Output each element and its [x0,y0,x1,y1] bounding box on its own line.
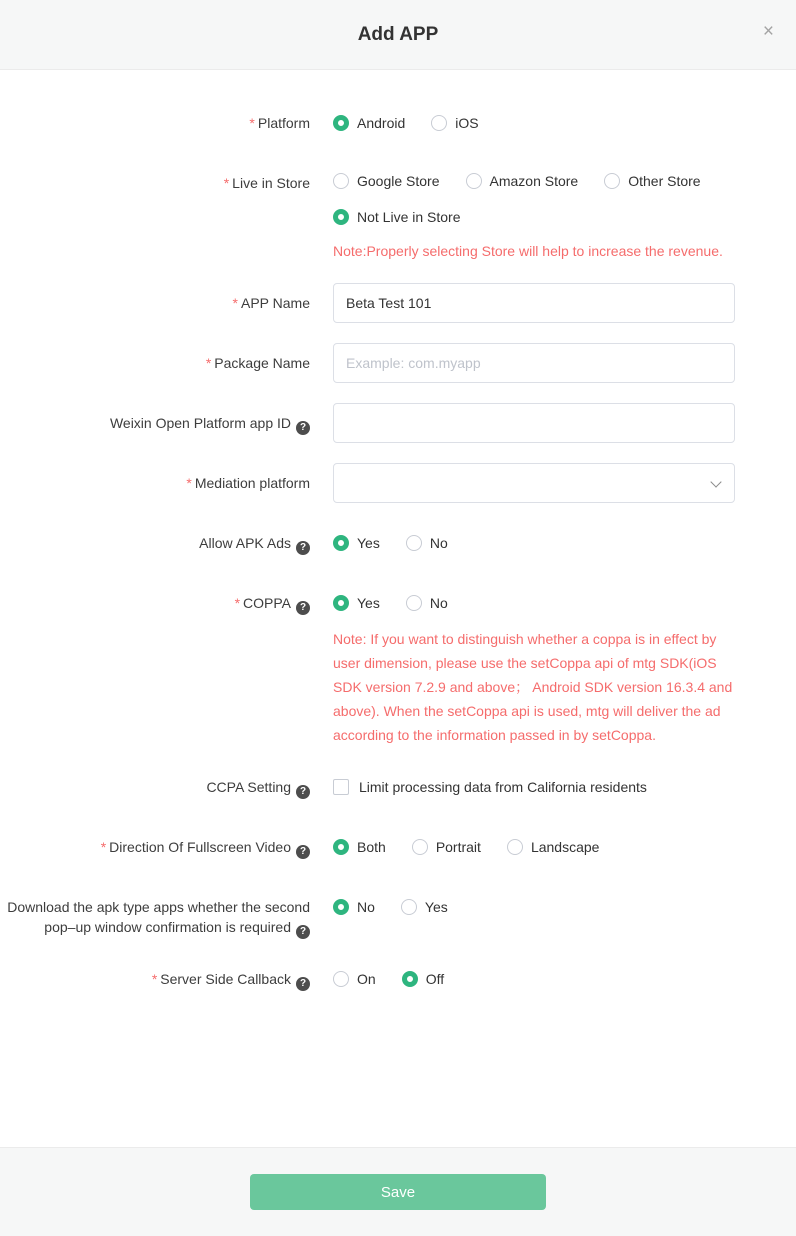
help-icon[interactable]: ? [296,785,310,799]
add-app-form [0,70,796,1147]
mediation-select[interactable] [333,463,735,503]
allow-apk-yes-radio[interactable]: Yes [333,535,380,551]
ccpa-label: CCPA Setting ? [0,767,333,799]
ccpa-row [0,767,796,807]
required-asterisk: * [223,175,230,191]
radio-unchecked-icon[interactable] [431,115,447,131]
radio-checked-icon[interactable] [333,899,349,915]
package-name-input[interactable] [333,343,735,383]
help-icon[interactable]: ? [296,541,310,555]
live-in-store-label: * Live in Store [223,175,310,191]
chevron-down-icon [710,476,721,487]
required-asterisk: * [249,115,255,131]
coppa-yes-radio[interactable]: Yes [333,595,380,611]
server-callback-label: * Server Side Callback ? [0,959,333,991]
modal-header [0,0,796,70]
app-name-row [0,283,796,323]
download-confirm-label: Download the apk type apps whether the second pop–up window confirmation is required ? [7,899,310,937]
radio-checked-icon[interactable] [333,535,349,551]
direction-label: * Direction Of Fullscreen Video ? [0,827,333,859]
help-icon[interactable]: ? [296,845,310,859]
radio-checked-icon[interactable] [333,209,349,225]
radio-unchecked-icon[interactable] [333,971,349,987]
radio-unchecked-icon[interactable] [406,535,422,551]
mediation-label: * Mediation platform [186,475,310,491]
weixin-app-id-input[interactable] [333,403,735,443]
download-confirm-no-radio[interactable]: No [333,899,375,915]
required-asterisk: * [232,295,238,311]
package-name-row [0,343,796,383]
platform-row [0,103,796,143]
help-icon[interactable]: ? [296,977,310,991]
required-asterisk: * [186,475,192,491]
radio-unchecked-icon[interactable] [507,839,523,855]
direction-portrait-radio[interactable]: Portrait [412,839,481,855]
allow-apk-no-radio[interactable]: No [406,535,448,551]
store-note: Note:Properly selecting Store will help to increase the revenue. [333,243,723,259]
radio-checked-icon[interactable] [333,839,349,855]
required-asterisk: * [151,971,158,987]
radio-unchecked-icon[interactable] [466,173,482,189]
store-amazon-radio[interactable]: Amazon Store [466,173,579,189]
radio-unchecked-icon[interactable] [604,173,620,189]
store-not-live-radio[interactable]: Not Live in Store [333,209,461,225]
modal-title: Add APP [357,23,439,45]
package-name-label: * Package Name [205,355,310,371]
weixin-app-id-label: Weixin Open Platform app ID ? [0,403,333,435]
allow-apk-ads-row [0,523,796,563]
store-other-radio[interactable]: Other Store [604,173,700,189]
radio-unchecked-icon[interactable] [412,839,428,855]
direction-row [0,827,796,867]
required-asterisk: * [205,355,212,371]
help-icon[interactable]: ? [296,925,310,939]
modal-footer [0,1147,796,1236]
radio-unchecked-icon[interactable] [406,595,422,611]
direction-both-radio[interactable]: Both [333,839,386,855]
store-google-radio[interactable]: Google Store [333,173,440,189]
ccpa-checkbox[interactable]: Limit processing data from California residents [333,767,647,807]
radio-unchecked-icon[interactable] [401,899,417,915]
download-confirm-yes-radio[interactable]: Yes [401,899,448,915]
download-confirm-row [0,887,796,939]
save-button[interactable]: Save [250,1174,546,1210]
coppa-label: * COPPA ? [0,583,333,615]
close-icon[interactable]: × [762,21,774,42]
server-callback-row [0,959,796,999]
required-asterisk: * [234,595,241,611]
radio-unchecked-icon[interactable] [333,173,349,189]
platform-ios-radio[interactable]: iOS [431,115,478,131]
mediation-row [0,463,796,503]
coppa-no-radio[interactable]: No [406,595,448,611]
required-asterisk: * [100,839,107,855]
platform-android-radio[interactable]: Android [333,115,405,131]
weixin-app-id-row [0,403,796,443]
allow-apk-ads-label: Allow APK Ads ? [0,523,333,555]
server-callback-off-radio[interactable]: Off [402,971,444,987]
live-in-store-row [0,163,796,263]
radio-checked-icon[interactable] [333,115,349,131]
coppa-note: Note: If you want to distinguish whether a coppa is in effect by user dimension, please use the setCoppa api of mtg SDK(iOS SDK version 7.2.9 and above； Android SDK version 16.3.4 and above). When the setCoppa api is used, mtg will deliver the ad according to the information passed in by setCoppa. [333,631,733,743]
app-name-label: * APP Name [232,295,310,311]
radio-checked-icon[interactable] [333,595,349,611]
radio-checked-icon[interactable] [402,971,418,987]
help-icon[interactable]: ? [296,421,310,435]
checkbox-unchecked-icon[interactable] [333,779,349,795]
app-name-input[interactable] [333,283,735,323]
direction-landscape-radio[interactable]: Landscape [507,839,600,855]
server-callback-on-radio[interactable]: On [333,971,376,987]
help-icon[interactable]: ? [296,601,310,615]
platform-label: * Platform [249,115,310,131]
coppa-row [0,583,796,747]
